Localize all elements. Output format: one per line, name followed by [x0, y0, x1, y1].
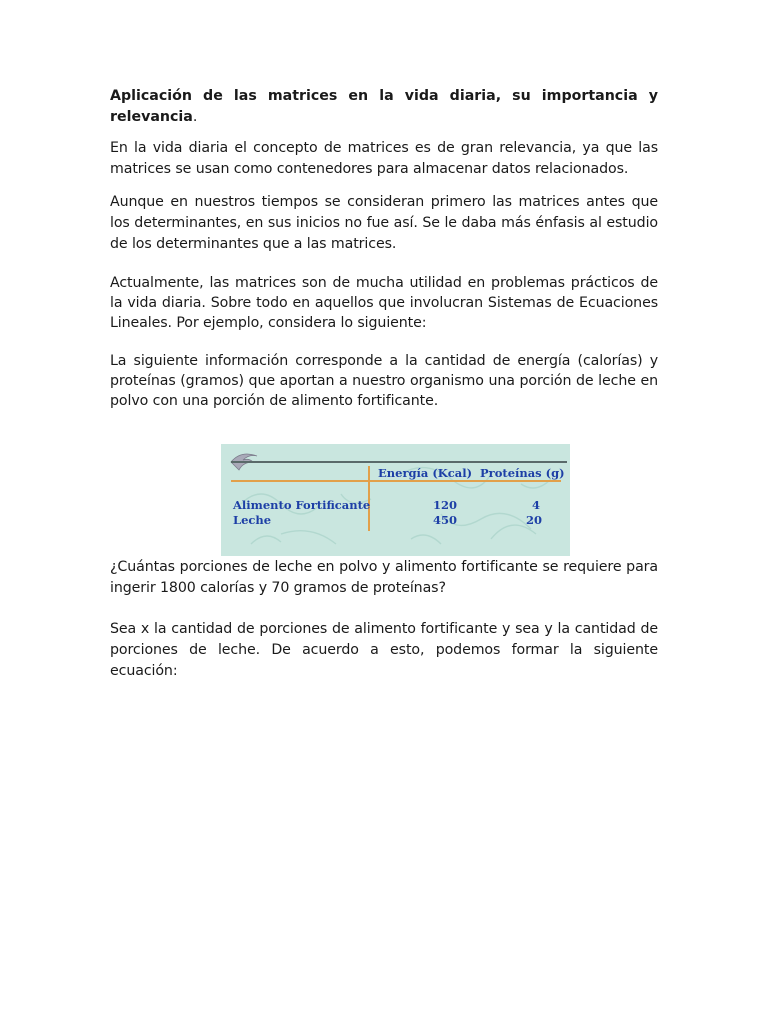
top-rule [231, 461, 567, 463]
cell-leche-proteinas: 20 [526, 513, 543, 527]
closing-paragraph: Sea x la cantidad de porciones de alimento fortificante y sea y la cantidad de porciones de leche. De acuerdo a esto, podemos formar la siguiente ecuación: [110, 621, 658, 679]
title-text: Aplicación de las matrices en la vida diaria, su importancia y relevancia [110, 88, 658, 125]
paragraph-4: La siguiente información corresponde a la cantidad de energía (calorías) y proteínas (gramos) que aportan a nuestro organismo una porción de leche en polvo con una porción de alimento fortificante. [110, 353, 658, 409]
document-title [110, 86, 658, 128]
question-paragraph: ¿Cuántas porciones de leche en polvo y alimento fortificante se requiere para ingerir 1800 calorías y 70 gramos de proteínas? [110, 559, 658, 596]
header-proteinas: Proteínas (g) [480, 466, 565, 480]
cell-alimento-proteinas: 4 [532, 498, 541, 512]
paragraph-2: Aunque en nuestros tiempos se consideran primero las matrices antes que los determinantes, en sus inicios no fue así. Se le daba más énfasis al estudio de los determinantes que a las matrices. [110, 194, 658, 252]
title-period: . [192, 109, 198, 125]
row-label-leche: Leche [233, 513, 272, 527]
row-label-alimento: Alimento Fortificante [233, 498, 371, 512]
document-body-lower [110, 557, 658, 694]
header-rule [231, 480, 561, 482]
nutrition-table-image [221, 444, 570, 556]
header-energia: Energía (Kcal) [378, 466, 473, 480]
cell-alimento-energia: 120 [433, 498, 458, 512]
document-body [110, 86, 658, 423]
paragraph-1: En la vida diaria el concepto de matrices es de gran relevancia, ya que las matrices se usan como contenedores para almacenar datos relacionados. [110, 140, 658, 177]
cell-leche-energia: 450 [433, 513, 458, 527]
paragraph-3: Actualmente, las matrices son de mucha utilidad en problemas prácticos de la vida diaria. Sobre todo en aquellos que involucran Sistemas de Ecuaciones Lineales. Por ejemplo, considera lo siguiente: [110, 275, 658, 331]
